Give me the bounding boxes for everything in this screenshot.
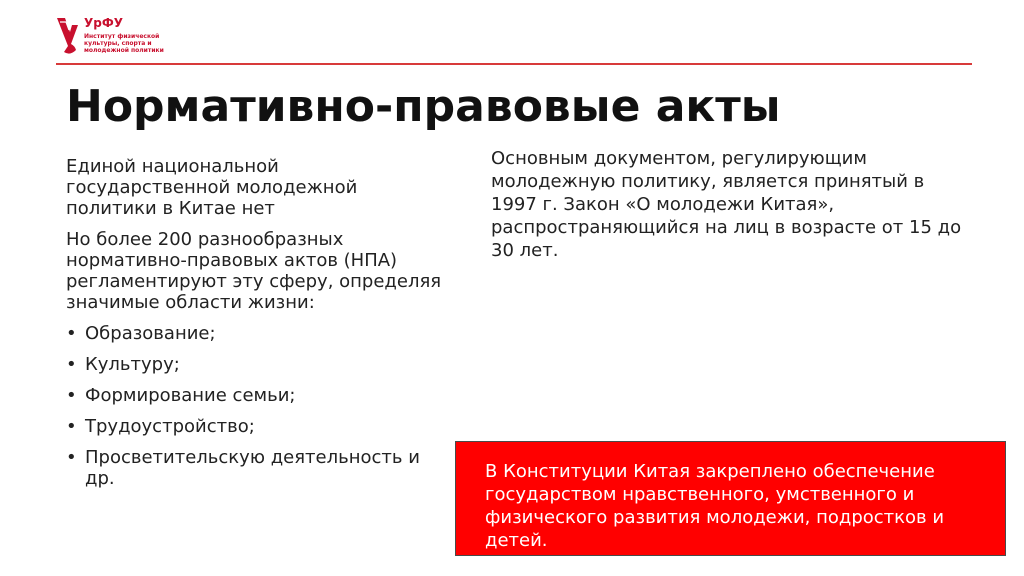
bullet-icon: • <box>66 447 77 468</box>
list-item-text: Трудоустройство; <box>85 416 255 437</box>
left-column <box>66 156 448 499</box>
bullet-icon: • <box>66 323 77 344</box>
list-item <box>66 354 448 375</box>
intro-paragraph: Единой национальной государственной молодежной политики в Китае нет <box>66 156 358 219</box>
bullet-icon: • <box>66 354 77 375</box>
list-item <box>66 447 448 489</box>
constitution-callout <box>455 441 1006 556</box>
bullet-icon: • <box>66 416 77 437</box>
callout-text: В Конституции Китая закреплено обеспечение государством нравственного, умственного и физического развития молодежи, подростков и детей. <box>485 461 945 551</box>
header-divider <box>56 63 972 65</box>
areas-list <box>66 323 448 489</box>
list-item-text: Культуру; <box>85 354 180 375</box>
logo-subtitle: Институт физической культуры, спорта и молодежной политики <box>84 33 164 54</box>
list-item <box>66 323 448 344</box>
list-item-text: Просветительскую деятельность и др. <box>85 447 420 489</box>
urfu-logo <box>56 16 186 60</box>
bullet-icon: • <box>66 385 77 406</box>
urfu-logo-mark-icon <box>56 16 80 56</box>
page-title: Нормативно-правовые акты <box>66 81 781 132</box>
list-item-text: Образование; <box>85 323 216 344</box>
law-paragraph: Основным документом, регулирующим молодежную политику, является принятый в 1997 г. Закон «О молодежи Китая», распространяющийся на лиц в возрасте от 15 до 30 лет. <box>491 148 962 261</box>
list-item <box>66 385 448 406</box>
npa-paragraph: Но более 200 разнообразных нормативно-правовых актов (НПА) регламентируют эту сферу, определяя значимые области жизни: <box>66 229 442 313</box>
list-item-text: Формирование семьи; <box>85 385 296 406</box>
list-item <box>66 416 448 437</box>
logo-name: УрФУ <box>84 16 123 30</box>
